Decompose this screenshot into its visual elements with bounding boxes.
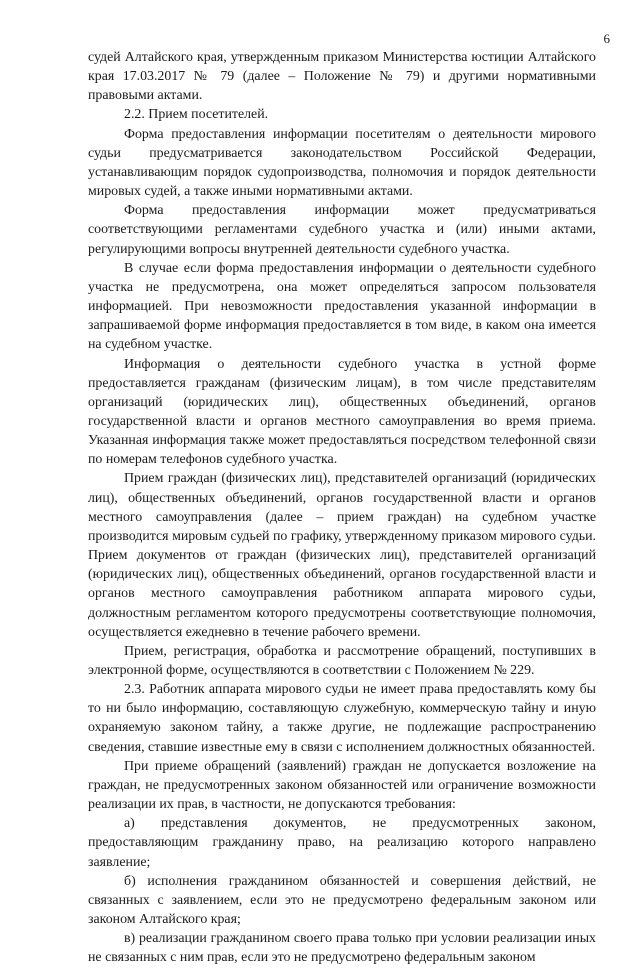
paragraph: в) реализации гражданином своего права только при условии реализации иных не связанных с ним прав, если это не предусмотрено федеральным законом (88, 931, 596, 966)
paragraph: б) исполнения гражданином обязанностей и совершения действий, не связанных с заявлением, если это не предусмотрено федеральным законом или законом Алтайского края; (88, 873, 596, 928)
paragraph: Информация о деятельности судебного участка в устной форме предоставляется гражданам (физическим лицам), в том числе представителям организаций (юридических лиц), общественных объединений, органов государственной власти и органов местного самоуправления во время приема. Указанная информация также может предоставляться посредством телефонной связи по номерам телефонов судебного участка. (88, 356, 596, 468)
paragraph: Форма предоставления информации посетителям о деятельности мирового судьи предусматривается законодательством Российской Федерации, устанавливающим порядок судопроизводства, полномочия и порядок деятельности мировых судей, а также иными нормативными актами. (88, 126, 596, 200)
paragraph: судей Алтайского края, утвержденным приказом Министерства юстиции Алтайского края 17.03.2017 № 79 (далее – Положение № 79) и другими нормативными правовыми актами. (88, 50, 596, 104)
paragraph: При приеме обращений (заявлений) граждан не допускается возложение на граждан, не предусмотренных законом обязанностей или ограничение возможности реализации их прав, в частности, не допускаются требования: (88, 758, 596, 813)
paragraph: 2.2. Прием посетителей. (124, 107, 269, 123)
paragraph: а) представления документов, не предусмотренных законом, предоставляющим гражданину право, на реализацию которого направлено заявление; (88, 816, 596, 870)
document-body (88, 48, 596, 968)
paragraph: В случае если форма предоставления информации о деятельности судебного участка не предусмотрена, она может определяться запросом пользователя информацией. При невозможности предоставления указанной информации в запрашиваемой форме информация предоставляется в том виде, в каком она имеется на судебном участке. (88, 260, 596, 353)
page-number: 6 (603, 31, 610, 46)
paragraph: Прием, регистрация, обработка и рассмотрение обращений, поступивших в электронной форме, осуществляются в соответствии с Положением № 229. (88, 643, 596, 678)
paragraph: Прием граждан (физических лиц), представителей организаций (юридических лиц), общественных объединений, органов государственной власти и органов местного самоуправления (далее – прием граждан) на судебном участке производится мировым судьей по графику, утвержденному приказом мирового судьи. Прием документов от граждан (физических лиц), представителей организаций (юридических лиц), общественных объединений, органов государственной власти и органов местного самоуправления работником аппарата мирового судьи, должностным регламентом которого предусмотрены соответствующие полномочия, осуществляется ежедневно в течение рабочего времени. (88, 471, 596, 640)
paragraph: 2.3. Работник аппарата мирового судьи не имеет права предоставлять кому бы то ни было информацию, составляющую служебную, коммерческую тайну и иную охраняемую законом тайну, а также другие, не подлежащие распространению сведения, ставшие известные ему в связи с исполнением должностных обязанностей. (88, 682, 596, 755)
paragraph: Форма предоставления информации может предусматриваться соответствующими регламентами судебного участка и (или) иными актами, регулирующими вопросы внутренней деятельности судебного участка. (88, 203, 596, 257)
